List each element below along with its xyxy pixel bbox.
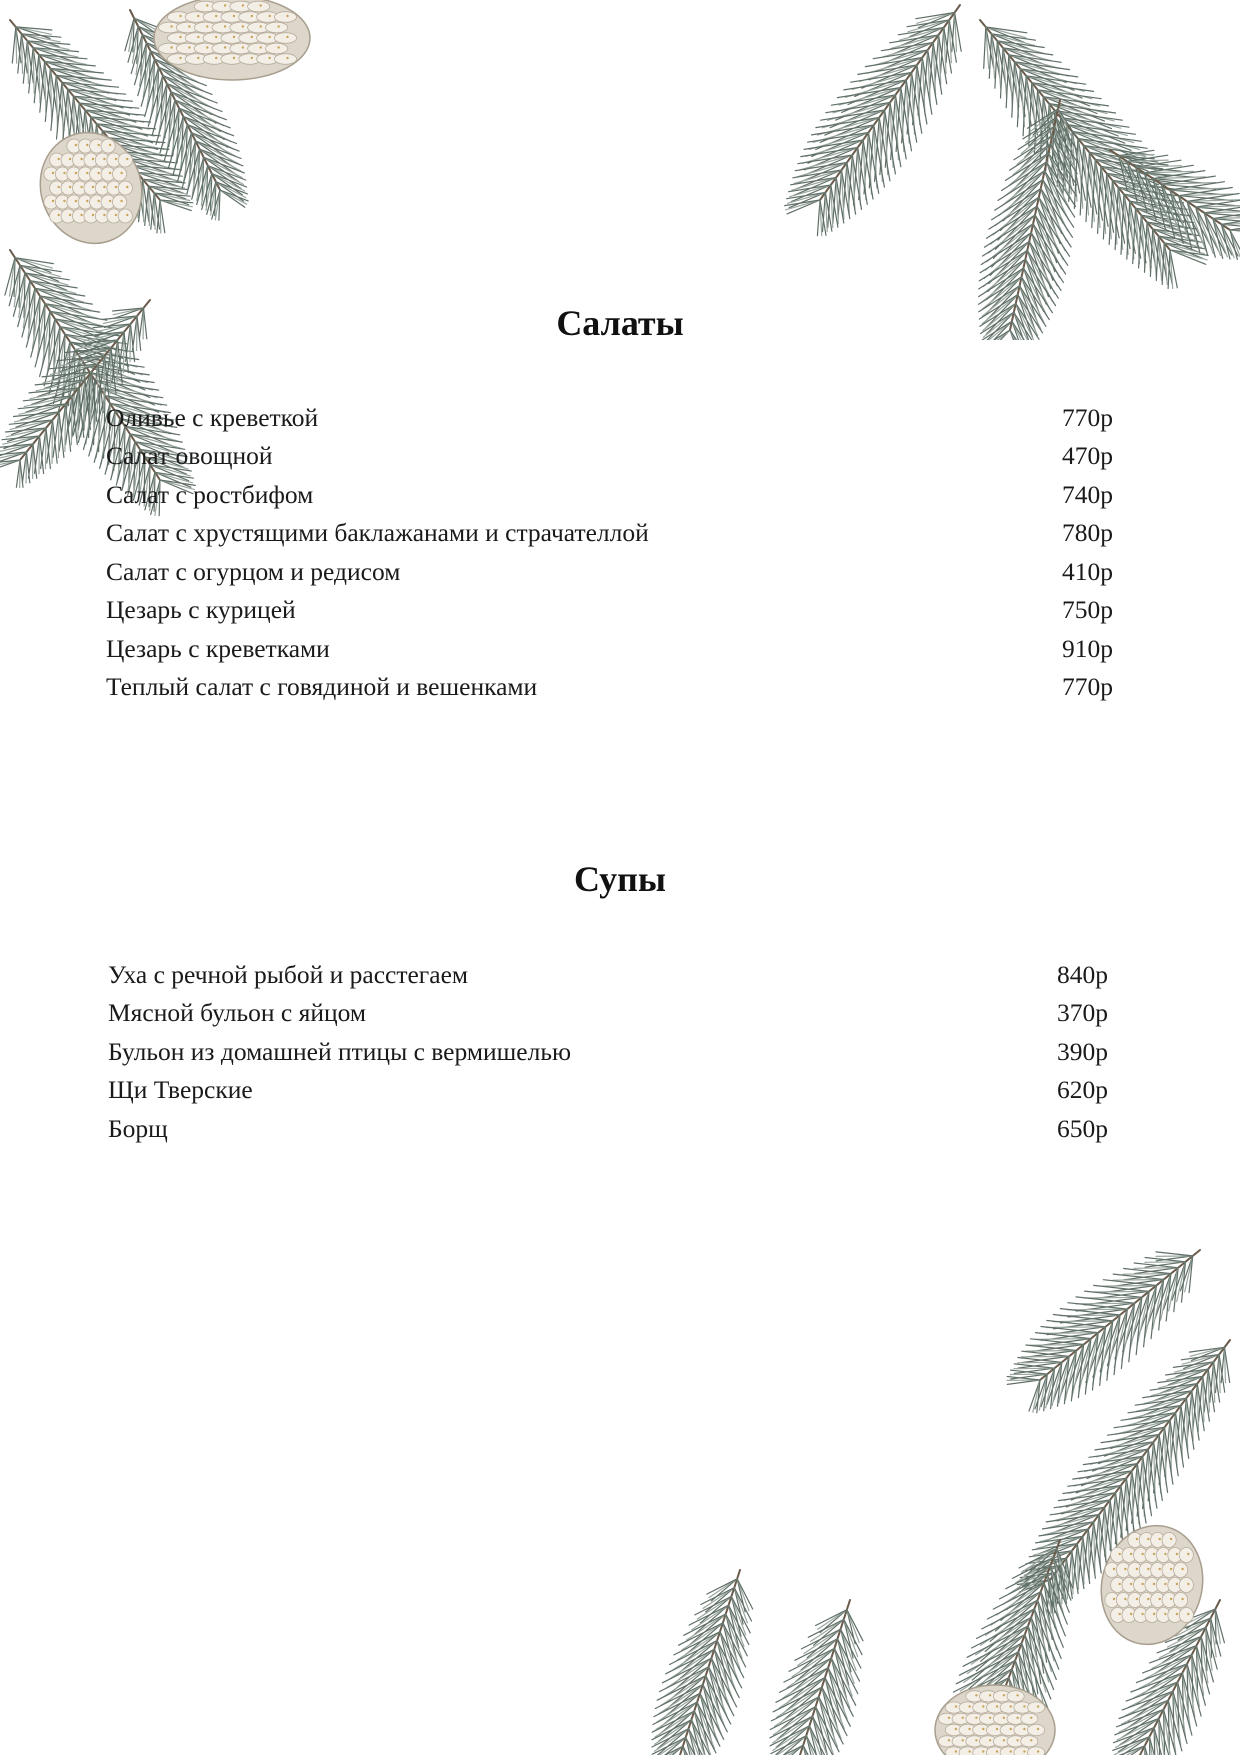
menu-item-price: 750р <box>1062 595 1113 624</box>
menu-item <box>106 399 1116 437</box>
section-title-soups: Супы <box>574 859 666 899</box>
pine-cone-top <box>150 0 315 90</box>
pine-branch-icon <box>780 0 1240 340</box>
menu-item-price: 780р <box>1062 518 1113 547</box>
menu-item-price: 840р <box>1057 960 1108 989</box>
menu-item <box>106 476 1116 514</box>
menu-item <box>106 630 1116 668</box>
menu-item-name: Уха с речной рыбой и расстегаем <box>108 960 469 989</box>
menu-item-name: Цезарь с креветками <box>106 634 330 663</box>
pine-branch-icon <box>620 1220 1240 1755</box>
menu-item-price: 370р <box>1057 998 1108 1027</box>
pine-cone-icon <box>1095 1520 1210 1650</box>
menu-item-price: 410р <box>1062 557 1113 586</box>
menu-item <box>108 1071 1118 1109</box>
menu-item-price: 620р <box>1057 1075 1108 1104</box>
menu-item-price: 390р <box>1057 1037 1108 1066</box>
menu-item-name: Оливье с креветкой <box>106 403 319 432</box>
menu-item-price: 650р <box>1057 1114 1108 1143</box>
section-title-salads: Салаты <box>556 303 684 343</box>
menu-item-name: Теплый салат с говядиной и вешенками <box>106 672 538 701</box>
pine-cone-icon <box>930 1680 1060 1755</box>
menu-item <box>108 956 1118 994</box>
menu-item <box>108 1033 1118 1071</box>
menu-item <box>106 668 1116 706</box>
pine-cone-icon <box>36 128 146 248</box>
menu-item-price: 470р <box>1062 441 1113 470</box>
pine-cone-bottom <box>930 1680 1060 1755</box>
menu-item-name: Борщ <box>108 1114 168 1143</box>
menu-item-name: Салат овощной <box>106 441 273 470</box>
menu-item <box>106 553 1116 591</box>
menu-item <box>106 437 1116 475</box>
menu-item-name: Салат с огурцом и редисом <box>106 557 401 586</box>
menu-item-price: 740р <box>1062 480 1113 509</box>
menu-item-price: 770р <box>1062 672 1113 701</box>
menu-item-name: Мясной бульон с яйцом <box>108 998 367 1027</box>
menu-item <box>108 1110 1118 1148</box>
pine-cone-left <box>36 128 146 248</box>
menu-item <box>108 994 1118 1032</box>
pine-branch-bottom-right <box>620 1220 1240 1755</box>
menu-item-name: Салат с хрустящими баклажанами и страчателлой <box>106 518 649 547</box>
pine-branch-top-right <box>780 0 1240 340</box>
menu-item-name: Салат с ростбифом <box>106 480 314 509</box>
menu-item-name: Бульон из домашней птицы с вермишелью <box>108 1037 571 1066</box>
menu-item-price: 910р <box>1062 634 1113 663</box>
menu-item <box>106 514 1116 552</box>
menu-item-price: 770р <box>1062 403 1113 432</box>
menu-item <box>106 591 1116 629</box>
pine-cone-icon <box>150 0 315 90</box>
menu-item-name: Цезарь с курицей <box>106 595 296 624</box>
menu-item-name: Щи Тверские <box>108 1075 253 1104</box>
pine-cone-bottom-right <box>1095 1520 1210 1650</box>
